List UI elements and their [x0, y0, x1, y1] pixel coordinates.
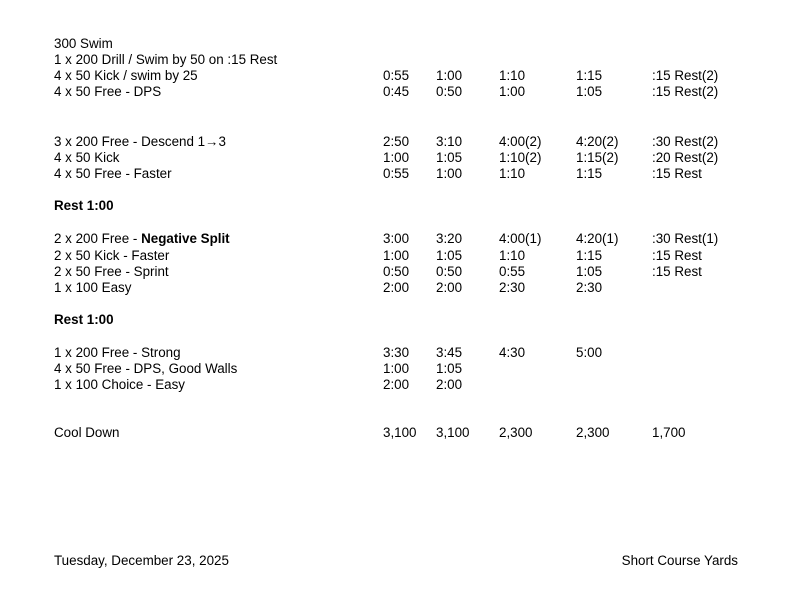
- footer-date: Tuesday, December 23, 2025: [54, 553, 229, 568]
- rest-heading-text: Rest 1:00: [54, 312, 114, 327]
- row-description: 1 x 200 Free - Strong: [54, 345, 181, 360]
- interval-1: 3:00: [383, 231, 410, 246]
- interval-1: 1:00: [383, 150, 410, 165]
- row-description: Cool Down: [54, 425, 120, 440]
- row-description: 1 x 200 Drill / Swim by 50 on :15 Rest: [54, 52, 278, 67]
- rest-heading-text: Rest 1:00: [54, 198, 114, 213]
- interval-2: 3:45: [436, 345, 463, 360]
- workout-row: [0, 150, 792, 166]
- interval-3: 2:30: [499, 280, 526, 295]
- total-5: 1,700: [652, 425, 686, 440]
- interval-4: 5:00: [576, 345, 603, 360]
- interval-3: 1:10: [499, 248, 526, 263]
- rest-heading: [0, 198, 792, 214]
- workout-row: [0, 52, 792, 68]
- rest-note: :15 Rest: [652, 166, 702, 181]
- interval-1: 2:00: [383, 377, 410, 392]
- workout-row: [0, 345, 792, 361]
- interval-2: 0:50: [436, 84, 463, 99]
- interval-4: 2:30: [576, 280, 603, 295]
- workout-row: [0, 280, 792, 296]
- rest-note: :15 Rest(2): [652, 84, 719, 99]
- row-description: 3 x 200 Free - Descend 1→3: [54, 134, 226, 149]
- workout-row: [0, 166, 792, 182]
- interval-3: 1:10(2): [499, 150, 542, 165]
- workout-row: [0, 68, 792, 84]
- interval-3: 1:10: [499, 68, 526, 83]
- interval-1: 0:50: [383, 264, 410, 279]
- row-description: 4 x 50 Free - Faster: [54, 166, 172, 181]
- interval-4: 1:15(2): [576, 150, 619, 165]
- interval-2: 1:05: [436, 150, 463, 165]
- interval-1: 0:55: [383, 68, 410, 83]
- totals-row: [0, 425, 792, 441]
- rest-note: :15 Rest(2): [652, 68, 719, 83]
- interval-2: 1:00: [436, 68, 463, 83]
- interval-2: 1:05: [436, 361, 463, 376]
- workout-row: [0, 361, 792, 377]
- interval-1: 1:00: [383, 248, 410, 263]
- interval-4: 1:15: [576, 166, 603, 181]
- workout-row: [0, 134, 792, 150]
- interval-3: 0:55: [499, 264, 526, 279]
- workout-row: [0, 36, 792, 52]
- row-description: 4 x 50 Kick: [54, 150, 120, 165]
- interval-2: 1:05: [436, 248, 463, 263]
- total-3: 2,300: [499, 425, 533, 440]
- interval-3: 4:00(1): [499, 231, 542, 246]
- workout-row: [0, 377, 792, 393]
- interval-1: 1:00: [383, 361, 410, 376]
- row-description-emphasis: Negative Split: [141, 231, 230, 246]
- row-description: 4 x 50 Kick / swim by 25: [54, 68, 198, 83]
- interval-2: 3:10: [436, 134, 463, 149]
- row-description: [54, 231, 230, 247]
- interval-1: 2:00: [383, 280, 410, 295]
- workout-row: [0, 264, 792, 280]
- interval-3: 4:00(2): [499, 134, 542, 149]
- interval-1: 2:50: [383, 134, 410, 149]
- row-description: 4 x 50 Free - DPS, Good Walls: [54, 361, 238, 376]
- interval-2: 2:00: [436, 280, 463, 295]
- interval-4: 1:15: [576, 68, 603, 83]
- interval-4: 4:20(2): [576, 134, 619, 149]
- rest-note: :30 Rest(2): [652, 134, 719, 149]
- interval-4: 1:05: [576, 84, 603, 99]
- rest-note: :30 Rest(1): [652, 231, 719, 246]
- total-1: 3,100: [383, 425, 417, 440]
- interval-4: 1:05: [576, 264, 603, 279]
- workout-row: [0, 248, 792, 264]
- footer-course: Short Course Yards: [621, 553, 738, 568]
- total-4: 2,300: [576, 425, 610, 440]
- row-description: 1 x 100 Easy: [54, 280, 132, 295]
- interval-2: 2:00: [436, 377, 463, 392]
- rest-note: :15 Rest: [652, 264, 702, 279]
- interval-1: 0:55: [383, 166, 410, 181]
- interval-3: 1:10: [499, 166, 526, 181]
- row-description: 300 Swim: [54, 36, 113, 51]
- rest-note: :15 Rest: [652, 248, 702, 263]
- row-description: 1 x 100 Choice - Easy: [54, 377, 185, 392]
- interval-2: 1:00: [436, 166, 463, 181]
- interval-1: 0:45: [383, 84, 410, 99]
- interval-2: 3:20: [436, 231, 463, 246]
- interval-2: 0:50: [436, 264, 463, 279]
- total-2: 3,100: [436, 425, 470, 440]
- workout-row: [0, 231, 792, 247]
- row-description-plain: 2 x 200 Free -: [54, 231, 142, 246]
- interval-3: 1:00: [499, 84, 526, 99]
- interval-1: 3:30: [383, 345, 410, 360]
- workout-row: [0, 84, 792, 100]
- interval-4: 1:15: [576, 248, 603, 263]
- row-description: 2 x 50 Kick - Faster: [54, 248, 170, 263]
- row-description: 4 x 50 Free - DPS: [54, 84, 162, 99]
- interval-3: 4:30: [499, 345, 526, 360]
- rest-heading: [0, 312, 792, 328]
- interval-4: 4:20(1): [576, 231, 619, 246]
- row-description: 2 x 50 Free - Sprint: [54, 264, 169, 279]
- rest-note: :20 Rest(2): [652, 150, 719, 165]
